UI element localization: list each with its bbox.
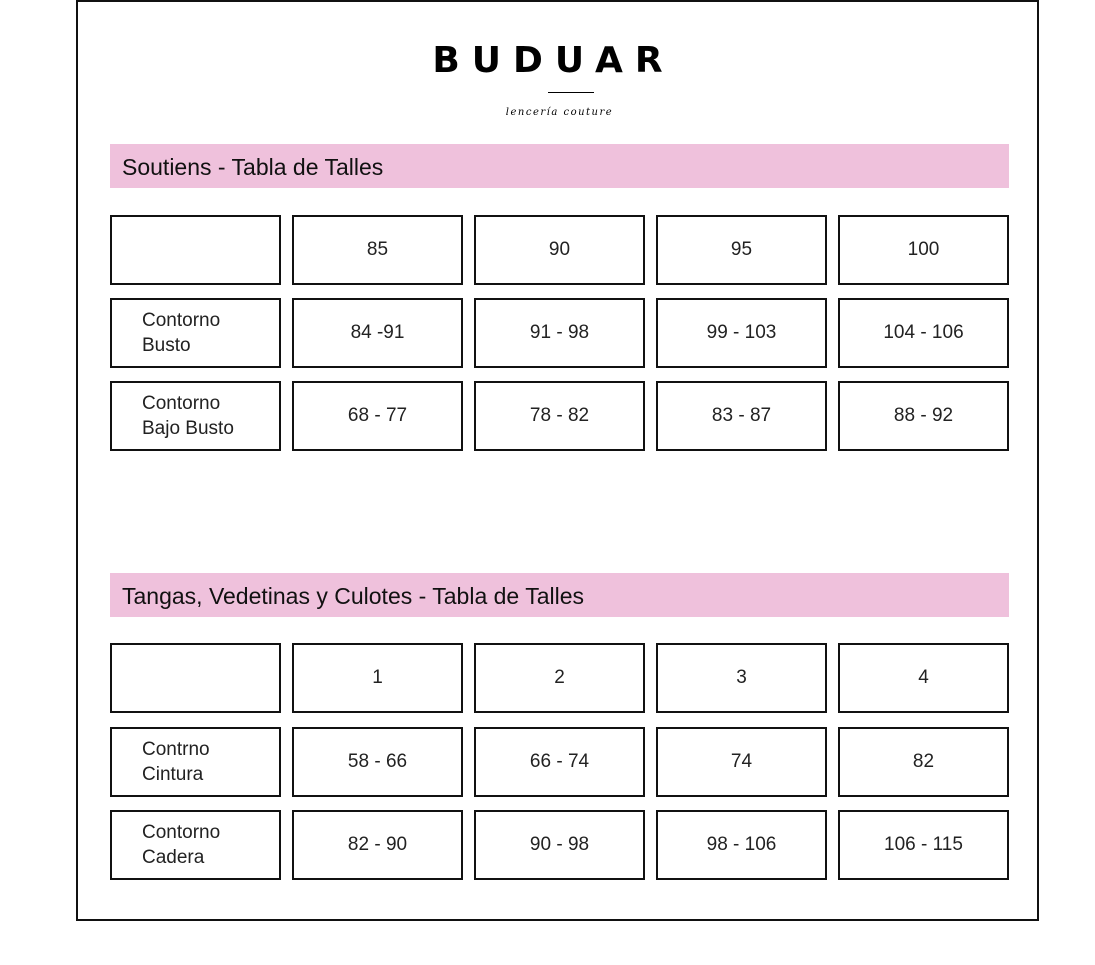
table-header-size: 4	[838, 643, 1009, 713]
table-header-corner	[110, 215, 281, 285]
table-cell: 82	[838, 727, 1009, 797]
row-label-contorno-bajo-busto	[110, 381, 281, 451]
row-label-line: Bajo Busto	[142, 418, 234, 439]
table-cell: 74	[656, 727, 827, 797]
row-label-line: Contorno	[142, 393, 221, 414]
table-header-size: 85	[292, 215, 463, 285]
table-cell: 66 - 74	[474, 727, 645, 797]
table-cell: 91 - 98	[474, 298, 645, 368]
section-title-tangas: Tangas, Vedetinas y Culotes - Tabla de Talles	[110, 573, 1009, 617]
brand-logo: BUDUAR	[432, 40, 675, 81]
table-header-size: 3	[656, 643, 827, 713]
table-cell: 58 - 66	[292, 727, 463, 797]
row-label-contorno-busto	[110, 298, 281, 368]
row-label-line: Contorno	[142, 310, 221, 331]
table-cell: 104 - 106	[838, 298, 1009, 368]
table-header-corner	[110, 643, 281, 713]
section-title-soutiens: Soutiens - Tabla de Talles	[110, 144, 1009, 188]
table-header-size: 100	[838, 215, 1009, 285]
table-header-size: 2	[474, 643, 645, 713]
table-cell: 90 - 98	[474, 810, 645, 880]
row-label-line: Busto	[142, 335, 191, 356]
table-cell: 84 -91	[292, 298, 463, 368]
table-cell: 106 - 115	[838, 810, 1009, 880]
table-cell: 88 - 92	[838, 381, 1009, 451]
table-cell: 78 - 82	[474, 381, 645, 451]
logo-divider	[548, 92, 594, 93]
row-label-line: Cintura	[142, 764, 204, 785]
table-header-size: 1	[292, 643, 463, 713]
table-header-size: 90	[474, 215, 645, 285]
table-cell: 68 - 77	[292, 381, 463, 451]
row-label-line: Contorno	[142, 822, 221, 843]
row-label-contorno-cadera	[110, 810, 281, 880]
table-cell: 99 - 103	[656, 298, 827, 368]
table-cell: 83 - 87	[656, 381, 827, 451]
table-header-size: 95	[656, 215, 827, 285]
row-label-line: Contrno	[142, 739, 210, 760]
table-cell: 82 - 90	[292, 810, 463, 880]
brand-tagline: lencería couture	[505, 107, 614, 118]
row-label-contorno-cintura	[110, 727, 281, 797]
table-cell: 98 - 106	[656, 810, 827, 880]
row-label-line: Cadera	[142, 847, 205, 868]
